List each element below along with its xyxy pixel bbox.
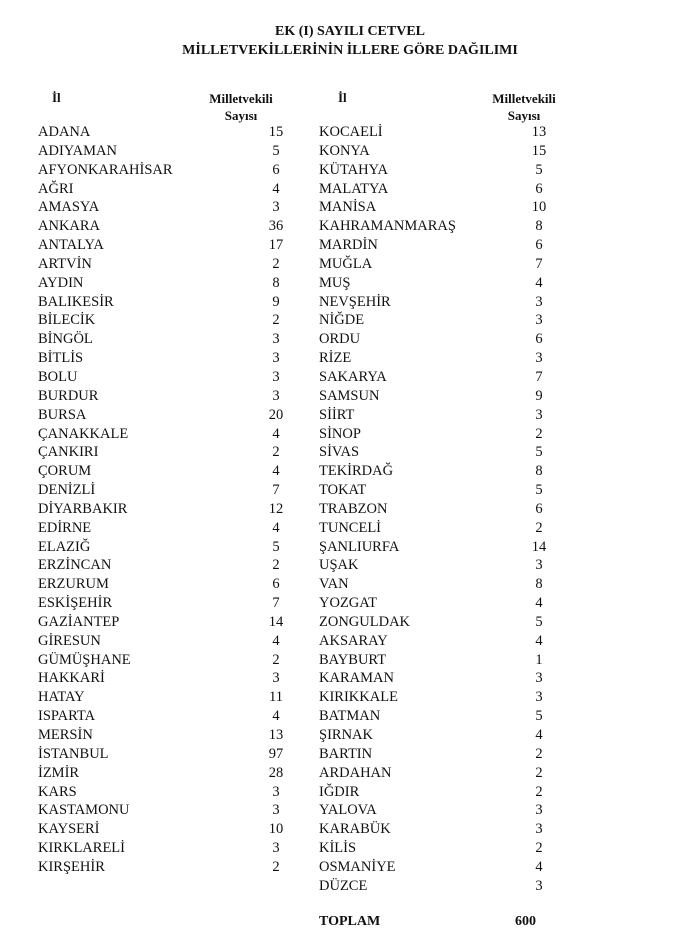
province-row bbox=[38, 500, 298, 519]
header-count-line1: Milletvekili bbox=[492, 91, 556, 106]
deputy-count: 11 bbox=[269, 689, 283, 706]
province-name: KAYSERİ bbox=[38, 821, 100, 838]
province-row bbox=[319, 877, 579, 896]
province-row bbox=[38, 161, 298, 180]
deputy-count: 2 bbox=[535, 519, 543, 536]
province-name: BURSA bbox=[38, 406, 87, 423]
deputy-count: 5 bbox=[535, 444, 543, 461]
province-row bbox=[38, 349, 298, 368]
province-row bbox=[319, 387, 579, 406]
province-row bbox=[319, 632, 579, 651]
province-row bbox=[319, 161, 579, 180]
province-list-left bbox=[38, 123, 298, 877]
province-name: VAN bbox=[319, 576, 349, 593]
province-row bbox=[38, 575, 298, 594]
province-name: AĞRI bbox=[38, 180, 74, 197]
province-name: SİNOP bbox=[319, 425, 361, 442]
province-name: YOZGAT bbox=[319, 595, 377, 612]
deputy-count: 7 bbox=[272, 482, 280, 499]
deputy-count: 13 bbox=[268, 727, 284, 743]
province-row bbox=[38, 669, 298, 688]
province-name: UŞAK bbox=[319, 557, 359, 574]
total-label: TOPLAM bbox=[319, 914, 381, 929]
province-name: NİĞDE bbox=[319, 312, 365, 329]
province-row bbox=[38, 651, 298, 670]
province-name: AYDIN bbox=[38, 274, 84, 291]
document-subtitle: MİLLETVEKİLLERİNİN İLLERE GÖRE DAĞILIMI bbox=[182, 43, 518, 58]
province-row bbox=[319, 519, 579, 538]
province-name: İSTANBUL bbox=[38, 745, 109, 762]
header-il-right: İl bbox=[338, 90, 347, 105]
province-name: ERZİNCAN bbox=[38, 557, 112, 574]
deputy-count: 3 bbox=[272, 840, 280, 857]
province-name: BİNGÖL bbox=[38, 331, 93, 348]
header-count-line1: Milletvekili bbox=[209, 91, 273, 106]
province-row bbox=[319, 180, 579, 199]
province-name: KIRKLARELİ bbox=[38, 840, 125, 857]
province-name: BALIKESİR bbox=[38, 293, 114, 310]
deputy-count: 7 bbox=[535, 255, 543, 272]
province-row bbox=[38, 217, 298, 236]
deputy-count: 4 bbox=[535, 595, 543, 612]
province-row bbox=[38, 594, 298, 613]
province-name: ORDU bbox=[319, 331, 361, 348]
document-title: EK (I) SAYILI CETVEL bbox=[274, 24, 426, 39]
province-row bbox=[319, 726, 579, 745]
province-name: GİRESUN bbox=[38, 632, 101, 649]
province-name: DİYARBAKIR bbox=[38, 500, 128, 517]
province-row bbox=[319, 839, 579, 858]
deputy-count: 28 bbox=[268, 764, 284, 781]
province-row bbox=[38, 688, 298, 707]
deputy-count: 3 bbox=[272, 331, 280, 348]
deputy-count: 8 bbox=[535, 576, 543, 593]
province-row bbox=[319, 443, 579, 462]
province-row bbox=[319, 198, 579, 217]
province-name: ÇORUM bbox=[38, 463, 92, 480]
province-row bbox=[38, 142, 298, 161]
deputy-count: 6 bbox=[272, 576, 280, 593]
deputy-count: 2 bbox=[535, 425, 543, 442]
deputy-count: 3 bbox=[535, 312, 543, 329]
province-name: MUĞLA bbox=[319, 255, 373, 272]
province-name: ANTALYA bbox=[38, 237, 104, 254]
province-name: SİVAS bbox=[319, 444, 360, 461]
deputy-count: 2 bbox=[272, 255, 280, 272]
deputy-count: 14 bbox=[268, 613, 284, 630]
province-name: YALOVA bbox=[319, 802, 377, 819]
province-name: BİTLİS bbox=[38, 350, 84, 367]
province-row bbox=[319, 783, 579, 802]
province-row bbox=[38, 425, 298, 444]
deputy-count: 6 bbox=[535, 237, 543, 254]
province-name: DENİZLİ bbox=[38, 482, 96, 499]
province-name: IĞDIR bbox=[319, 783, 360, 800]
province-row bbox=[319, 764, 579, 783]
deputy-count: 4 bbox=[272, 180, 280, 197]
province-name: NEVŞEHİR bbox=[319, 293, 391, 310]
province-name: MALATYA bbox=[319, 180, 389, 197]
deputy-count: 5 bbox=[535, 482, 543, 499]
province-row bbox=[38, 180, 298, 199]
deputy-count: 8 bbox=[535, 463, 543, 480]
province-row bbox=[319, 123, 579, 142]
deputy-count: 36 bbox=[268, 218, 284, 235]
province-name: KARAMAN bbox=[319, 670, 394, 687]
province-row bbox=[319, 613, 579, 632]
province-name: SAMSUN bbox=[319, 387, 380, 404]
deputy-count: 4 bbox=[272, 425, 280, 442]
province-name: AKSARAY bbox=[319, 632, 388, 649]
province-row bbox=[38, 293, 298, 312]
province-row bbox=[38, 406, 298, 425]
province-row bbox=[319, 669, 579, 688]
deputy-count: 9 bbox=[272, 293, 280, 310]
province-row bbox=[319, 500, 579, 519]
province-name: BARTIN bbox=[319, 745, 373, 762]
province-name: MUŞ bbox=[319, 274, 351, 291]
deputy-count: 4 bbox=[272, 632, 280, 649]
deputy-count: 6 bbox=[535, 500, 543, 517]
province-row bbox=[319, 575, 579, 594]
province-row bbox=[319, 556, 579, 575]
deputy-count: 3 bbox=[535, 802, 543, 819]
province-name: MARDİN bbox=[319, 237, 378, 254]
province-row bbox=[319, 858, 579, 877]
province-row bbox=[38, 311, 298, 330]
province-name: TUNCELİ bbox=[319, 519, 382, 536]
province-name: HATAY bbox=[38, 689, 85, 706]
deputy-count: 2 bbox=[535, 840, 543, 857]
deputy-count: 3 bbox=[272, 670, 280, 687]
deputy-count: 20 bbox=[268, 406, 284, 423]
deputy-count: 3 bbox=[535, 293, 543, 310]
province-row bbox=[38, 726, 298, 745]
province-name: KİLİS bbox=[319, 840, 357, 857]
province-row bbox=[319, 274, 579, 293]
header-count-line2: Sayısı bbox=[224, 108, 258, 123]
province-name: KAHRAMANMARAŞ bbox=[319, 218, 456, 235]
deputy-count: 2 bbox=[535, 783, 543, 800]
deputy-count: 5 bbox=[535, 161, 543, 178]
province-name: İZMİR bbox=[38, 764, 80, 781]
province-name: EDİRNE bbox=[38, 519, 92, 536]
province-name: GÜMÜŞHANE bbox=[38, 651, 131, 668]
deputy-count: 8 bbox=[535, 218, 543, 235]
deputy-count: 1 bbox=[535, 651, 543, 668]
province-row bbox=[38, 707, 298, 726]
deputy-count: 5 bbox=[272, 538, 280, 555]
province-name: KOCAELİ bbox=[319, 124, 383, 140]
deputy-count: 10 bbox=[531, 199, 547, 216]
province-name: KASTAMONU bbox=[38, 802, 130, 819]
province-name: AFYONKARAHİSAR bbox=[38, 161, 173, 178]
province-row bbox=[319, 594, 579, 613]
deputy-count: 2 bbox=[272, 312, 280, 329]
deputy-count: 4 bbox=[535, 274, 543, 291]
deputy-count: 3 bbox=[535, 877, 543, 894]
total-value: 600 bbox=[515, 914, 536, 929]
province-name: ADIYAMAN bbox=[38, 142, 117, 159]
deputy-count: 4 bbox=[272, 519, 280, 536]
province-row bbox=[38, 556, 298, 575]
deputy-count: 17 bbox=[268, 237, 284, 254]
deputy-count: 4 bbox=[535, 727, 543, 743]
deputy-count: 3 bbox=[272, 802, 280, 819]
province-name: KONYA bbox=[319, 142, 370, 159]
deputy-count: 3 bbox=[535, 350, 543, 367]
deputy-count: 4 bbox=[272, 708, 280, 725]
province-name: DÜZCE bbox=[319, 877, 368, 894]
province-row bbox=[319, 255, 579, 274]
deputy-count: 2 bbox=[535, 745, 543, 762]
deputy-count: 2 bbox=[272, 651, 280, 668]
province-row bbox=[319, 745, 579, 764]
province-name: MANİSA bbox=[319, 199, 377, 216]
province-name: ÇANKIRI bbox=[38, 444, 99, 461]
province-name: ŞANLIURFA bbox=[319, 538, 400, 555]
province-name: ZONGULDAK bbox=[319, 613, 411, 630]
province-name: BATMAN bbox=[319, 708, 381, 725]
province-row bbox=[319, 142, 579, 161]
province-row bbox=[38, 387, 298, 406]
province-name: BAYBURT bbox=[319, 651, 387, 668]
province-name: ARDAHAN bbox=[319, 764, 392, 781]
deputy-count: 3 bbox=[535, 557, 543, 574]
province-name: KARS bbox=[38, 783, 77, 800]
deputy-count: 3 bbox=[272, 199, 280, 216]
header-count-left bbox=[186, 90, 296, 124]
province-name: KÜTAHYA bbox=[319, 161, 388, 178]
deputy-count: 7 bbox=[535, 368, 543, 385]
deputy-count: 6 bbox=[535, 331, 543, 348]
province-row bbox=[319, 462, 579, 481]
province-name: ŞIRNAK bbox=[319, 727, 373, 743]
province-row bbox=[38, 330, 298, 349]
province-row bbox=[38, 519, 298, 538]
deputy-count: 6 bbox=[535, 180, 543, 197]
province-name: ESKİŞEHİR bbox=[38, 595, 113, 612]
province-row bbox=[319, 217, 579, 236]
province-row bbox=[319, 688, 579, 707]
province-row bbox=[319, 293, 579, 312]
deputy-count: 9 bbox=[535, 387, 543, 404]
header-il-left: İl bbox=[52, 90, 61, 105]
deputy-count: 3 bbox=[535, 821, 543, 838]
deputy-count: 4 bbox=[535, 632, 543, 649]
deputy-count: 14 bbox=[531, 538, 547, 555]
province-row bbox=[319, 820, 579, 839]
province-name: BURDUR bbox=[38, 387, 99, 404]
deputy-count: 3 bbox=[535, 670, 543, 687]
province-name: GAZİANTEP bbox=[38, 613, 120, 630]
province-row bbox=[38, 839, 298, 858]
deputy-count: 3 bbox=[535, 406, 543, 423]
deputy-count: 2 bbox=[272, 858, 280, 875]
deputy-count: 5 bbox=[535, 708, 543, 725]
province-row bbox=[38, 632, 298, 651]
province-row bbox=[38, 745, 298, 764]
deputy-count: 2 bbox=[272, 557, 280, 574]
province-name: ANKARA bbox=[38, 218, 101, 235]
province-name: HAKKARİ bbox=[38, 670, 105, 687]
deputy-count: 4 bbox=[272, 463, 280, 480]
province-name: MERSİN bbox=[38, 727, 93, 743]
province-name: TRABZON bbox=[319, 500, 388, 517]
province-row bbox=[38, 462, 298, 481]
province-row bbox=[319, 236, 579, 255]
province-row bbox=[38, 368, 298, 387]
province-row bbox=[38, 255, 298, 274]
deputy-count: 2 bbox=[535, 764, 543, 781]
province-row bbox=[319, 801, 579, 820]
deputy-count: 13 bbox=[531, 124, 547, 140]
deputy-count: 5 bbox=[535, 613, 543, 630]
province-row bbox=[319, 330, 579, 349]
province-name: ADANA bbox=[38, 124, 91, 140]
province-row bbox=[319, 425, 579, 444]
province-name: KIRIKKALE bbox=[319, 689, 398, 706]
province-row bbox=[38, 481, 298, 500]
province-name: ARTVİN bbox=[38, 255, 92, 272]
deputy-count: 3 bbox=[272, 387, 280, 404]
deputy-count: 6 bbox=[272, 161, 280, 178]
province-name: KARABÜK bbox=[319, 821, 391, 838]
province-row bbox=[319, 481, 579, 500]
deputy-count: 12 bbox=[268, 500, 284, 517]
deputy-count: 7 bbox=[272, 595, 280, 612]
header-count-line2: Sayısı bbox=[507, 108, 541, 123]
province-name: KIRŞEHİR bbox=[38, 858, 105, 875]
province-row bbox=[319, 707, 579, 726]
province-row bbox=[38, 198, 298, 217]
province-row bbox=[319, 406, 579, 425]
province-row bbox=[38, 613, 298, 632]
province-name: ÇANAKKALE bbox=[38, 425, 129, 442]
province-row bbox=[38, 858, 298, 877]
deputy-count: 2 bbox=[272, 444, 280, 461]
province-row bbox=[38, 801, 298, 820]
province-name: TEKİRDAĞ bbox=[319, 463, 394, 480]
province-row bbox=[38, 236, 298, 255]
province-name: RİZE bbox=[319, 350, 352, 367]
deputy-count: 15 bbox=[268, 124, 284, 140]
province-name: BİLECİK bbox=[38, 312, 96, 329]
province-row bbox=[319, 311, 579, 330]
province-row bbox=[38, 783, 298, 802]
deputy-count: 5 bbox=[272, 142, 280, 159]
deputy-count: 3 bbox=[272, 368, 280, 385]
province-name: TOKAT bbox=[319, 482, 367, 499]
deputy-count: 3 bbox=[272, 783, 280, 800]
province-list-right bbox=[319, 123, 579, 896]
province-row bbox=[38, 123, 298, 142]
province-name: SİİRT bbox=[319, 406, 355, 423]
province-name: OSMANİYE bbox=[319, 858, 396, 875]
deputy-count: 15 bbox=[531, 142, 547, 159]
province-row bbox=[38, 820, 298, 839]
province-row bbox=[319, 349, 579, 368]
deputy-count: 3 bbox=[272, 350, 280, 367]
deputy-count: 97 bbox=[268, 745, 284, 762]
province-name: ISPARTA bbox=[38, 708, 96, 725]
province-row bbox=[319, 651, 579, 670]
province-name: AMASYA bbox=[38, 199, 100, 216]
province-row bbox=[38, 274, 298, 293]
header-count-right bbox=[469, 90, 579, 124]
province-row bbox=[319, 538, 579, 557]
deputy-count: 10 bbox=[268, 821, 284, 838]
deputy-count: 8 bbox=[272, 274, 280, 291]
province-row bbox=[38, 538, 298, 557]
province-name: SAKARYA bbox=[319, 368, 387, 385]
province-row bbox=[38, 443, 298, 462]
province-row bbox=[319, 368, 579, 387]
province-name: BOLU bbox=[38, 368, 78, 385]
province-row bbox=[38, 764, 298, 783]
deputy-count: 3 bbox=[535, 689, 543, 706]
province-name: ERZURUM bbox=[38, 576, 109, 593]
province-name: ELAZIĞ bbox=[38, 538, 91, 555]
deputy-count: 4 bbox=[535, 858, 543, 875]
